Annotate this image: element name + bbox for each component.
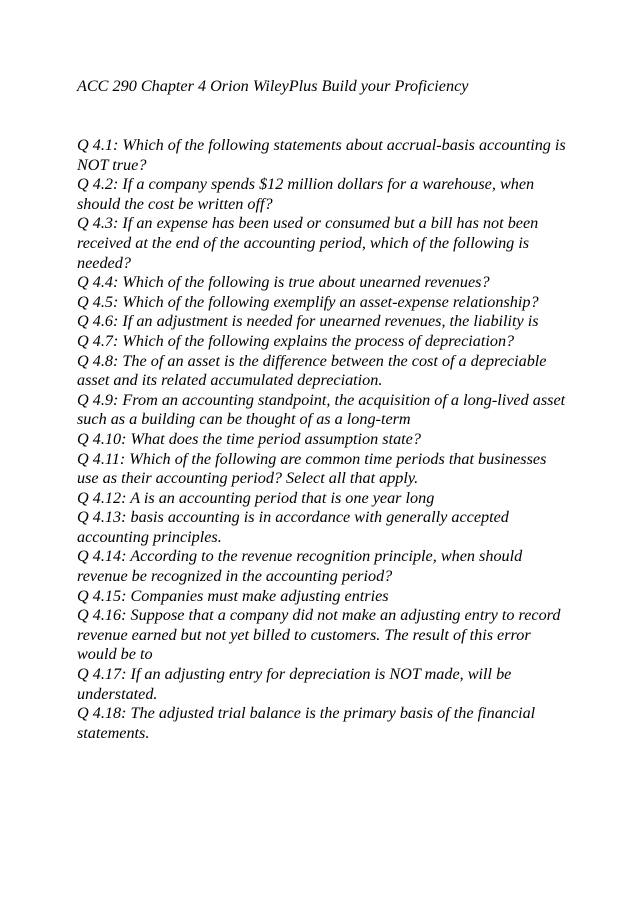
question-item: Q 4.7: Which of the following explains the process of depreciation? <box>77 331 515 350</box>
question-item: Q 4.8: The of an asset is the difference between the cost of a depreciable asset and its related accumulated depreciation. <box>77 351 547 390</box>
question-item: Q 4.4: Which of the following is true about unearned revenues? <box>77 273 490 292</box>
question-item: Q 4.10: What does the time period assumption state? <box>77 429 421 448</box>
question-item: Q 4.13: basis accounting is in accordance with generally accepted accounting principles. <box>77 508 509 546</box>
question-item: Q 4.14: According to the revenue recognition principle, when should revenue be recognized in the accounting period? <box>77 547 523 586</box>
question-item: Q 4.18: The adjusted trial balance is the primary basis of the financial statements. <box>77 704 536 742</box>
question-item: Q 4.5: Which of the following exemplify an asset-expense relationship? <box>77 292 539 311</box>
question-item: Q 4.9: From an accounting standpoint, the acquisition of a long-lived asset such as a building can be thought of as a long-term <box>77 390 566 429</box>
question-item: Q 4.15: Companies must make adjusting entries <box>77 586 389 605</box>
question-item: Q 4.3: If an expense has been used or consumed but a bill has not been received at the end of the accounting period, which of the following is needed? <box>77 214 539 272</box>
question-item: Q 4.2: If a company spends $12 million dollars for a warehouse, when should the cost be written off? <box>77 175 535 213</box>
question-item: Q 4.12: A is an accounting period that is one year long <box>77 488 435 507</box>
document-title: ACC 290 Chapter 4 Orion WileyPlus Build your Proficiency <box>77 77 469 95</box>
question-item: Q 4.16: Suppose that a company did not make an adjusting entry to record revenue earned but not yet billed to customers. The result of this error would be to <box>77 606 561 664</box>
question-item: Q 4.17: If an adjusting entry for depreciation is NOT made, will be understated. <box>77 665 512 703</box>
question-item: Q 4.6: If an adjustment is needed for unearned revenues, the liability is <box>77 312 539 331</box>
question-item: Q 4.1: Which of the following statements about accrual-basis accounting is NOT true? <box>77 136 566 174</box>
question-list <box>77 136 567 743</box>
question-item: Q 4.11: Which of the following are common time periods that businesses use as their accounting period? Select all that apply. <box>77 449 547 488</box>
